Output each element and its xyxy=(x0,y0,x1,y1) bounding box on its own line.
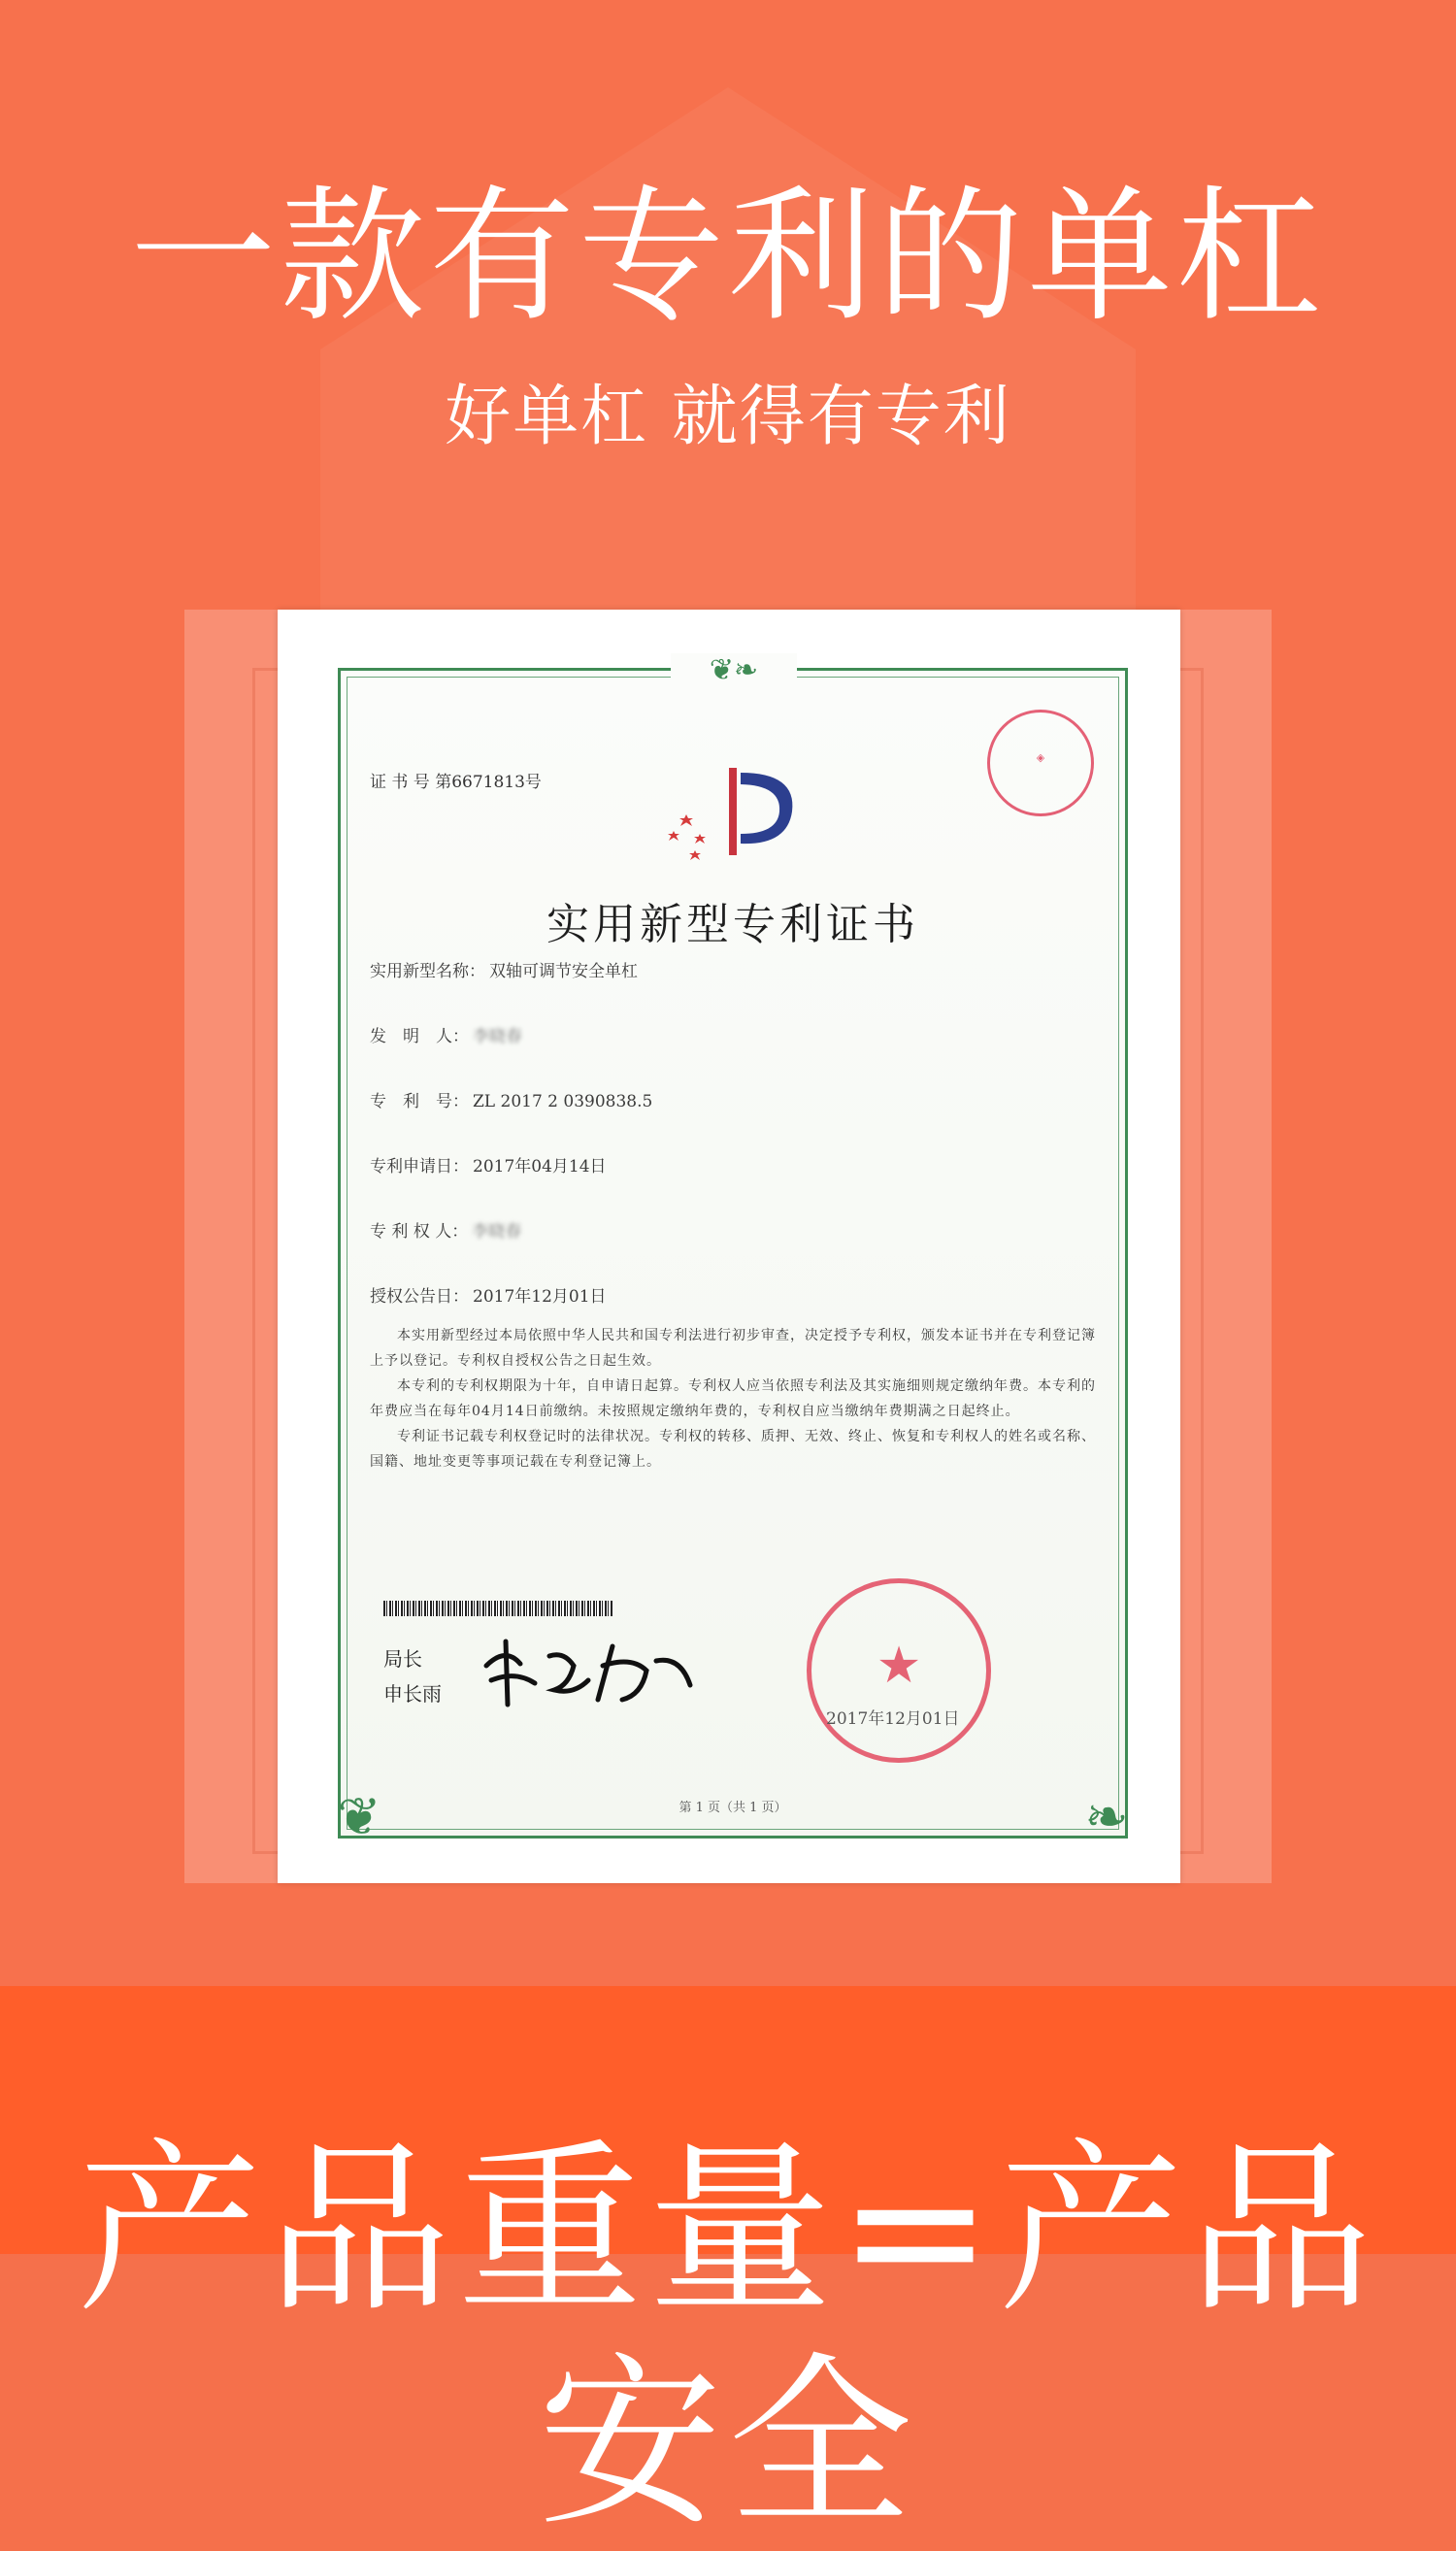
bottom-title: 产品重量=产品安全 xyxy=(77,2123,1379,2551)
body-paragraph: 本专利的专利权期限为十年，自申请日起算。专利权人应当依照专利法及其实施细则规定缴纳年费。本专利的年费应当在每年04月14日前缴纳。未按照规定缴纳年费的，专利权自应当缴纳年费期满之日起终止。 xyxy=(370,1378,1096,1419)
director-title: 局长 xyxy=(383,1647,422,1671)
field-value: 李晓春 xyxy=(473,1027,522,1046)
field-value: 2017年12月01日 xyxy=(473,1287,607,1307)
field-label: 专 利 权 人： xyxy=(370,1222,469,1242)
field-label: 授权公告日： xyxy=(370,1287,469,1307)
field-label: 实用新型名称： xyxy=(370,962,485,981)
field-value: 双轴可调节安全单杠 xyxy=(489,962,638,981)
field-grant-date xyxy=(370,1282,607,1307)
page-number: 第 1 页（共 1 页） xyxy=(678,1801,787,1815)
certificate-title: 实用新型专利证书 xyxy=(546,900,919,949)
corner-ornament-icon: ❧ xyxy=(1084,1786,1129,1847)
patent-certificate-image xyxy=(278,610,1180,1883)
field-patent-number xyxy=(370,1087,652,1111)
director-name: 申长雨 xyxy=(383,1682,442,1706)
field-value: ZL 2017 2 0390838.5 xyxy=(473,1092,653,1111)
field-inventor xyxy=(370,1022,522,1046)
field-label: 发 明 人： xyxy=(370,1027,469,1046)
signature-icon xyxy=(477,1627,700,1714)
field-label: 专利申请日： xyxy=(370,1157,469,1176)
corner-ornament-icon: ❦ xyxy=(337,1786,381,1847)
body-paragraph: 专利证书记载专利权登记时的法律状况。专利权的转移、质押、无效、终止、恢复和专利权人的姓名或名称、国籍、地址变更等事项记载在专利登记簿上。 xyxy=(370,1429,1096,1470)
national-ip-seal-icon xyxy=(807,1578,991,1763)
bottom-band xyxy=(0,1986,1456,2551)
field-patentee xyxy=(370,1217,521,1242)
field-application-date xyxy=(370,1152,607,1176)
ornament-icon: ❦❧ xyxy=(671,653,797,688)
patent-office-logo-icon xyxy=(661,758,807,865)
barcode xyxy=(383,1601,612,1616)
director-block xyxy=(383,1641,442,1711)
field-label: 专 利 号： xyxy=(370,1092,469,1111)
headline: 一款有专利的单杠 xyxy=(129,173,1326,342)
body-paragraph: 本实用新型经过本局依照中华人民共和国专利法进行初步审查，决定授予专利权，颁发本证书并在专利登记簿上予以登记。专利权自授权公告之日起生效。 xyxy=(370,1328,1096,1369)
certificate-frame xyxy=(337,653,1129,1847)
red-seal-small-icon: ◈ xyxy=(987,710,1094,816)
emblem-icon: ★ xyxy=(876,1637,922,1695)
subhead: 好单杠 就得有专利 xyxy=(445,379,1011,455)
certificate-number: 证 书 号 第6671813号 xyxy=(370,773,542,792)
seal-date: 2017年12月01日 xyxy=(826,1709,960,1729)
field-utility-model-name xyxy=(370,957,638,981)
field-value: 2017年04月14日 xyxy=(473,1157,607,1176)
certificate-body-text xyxy=(370,1323,1098,1474)
field-value: 李晓春 xyxy=(472,1222,522,1242)
